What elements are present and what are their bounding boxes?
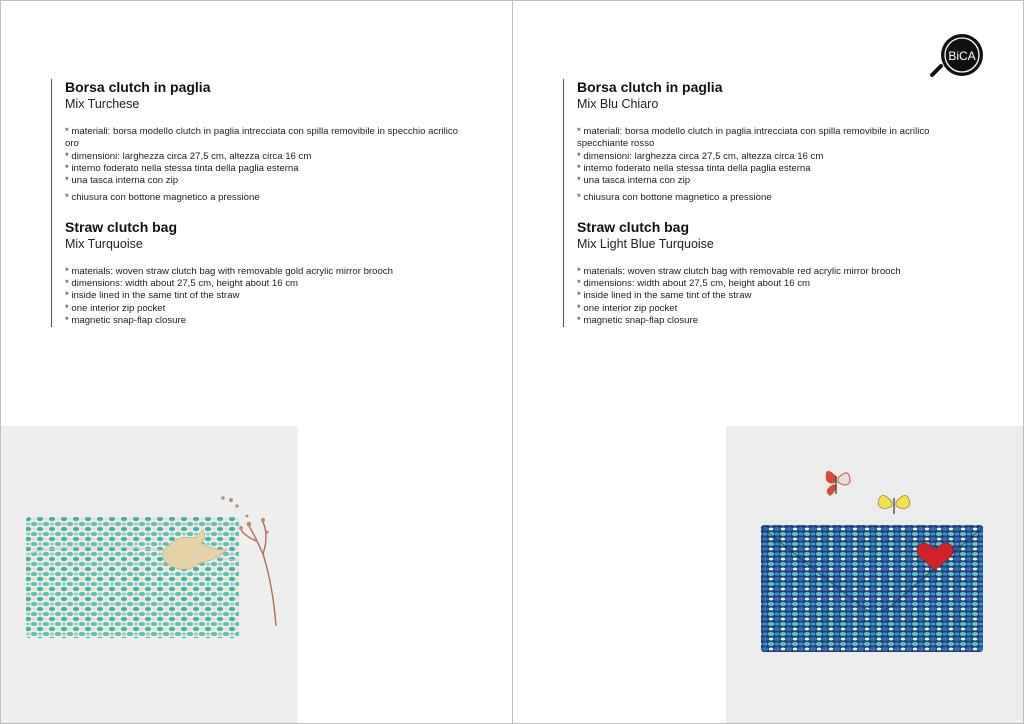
features-list-it: [577, 126, 977, 205]
feature-item: * dimensions: width about 27,5 cm, height about 16 cm: [577, 278, 811, 290]
turquoise-clutch-image: [1, 426, 298, 723]
feature-item: * una tasca interna con zip: [65, 175, 179, 187]
magnifier-handle: [932, 66, 941, 75]
product-title-it: Borsa clutch in paglia: [65, 79, 211, 95]
product-color-en: Mix Turquoise: [65, 236, 143, 251]
feature-item: * materials: woven straw clutch bag with removable gold acrylic mirror brooch: [65, 265, 393, 277]
feature-item: * one interior zip pocket: [577, 302, 678, 314]
feature-item: * interno foderato nella stessa tinta della paglia esterna: [577, 162, 811, 174]
feature-item: * dimensioni: larghezza circa 27,5 cm, altezza circa 16 cm: [65, 150, 312, 162]
features-list-it: [65, 126, 465, 205]
product-title-en: Straw clutch bag: [577, 218, 690, 235]
product-color-it: Mix Blu Chiaro: [577, 97, 659, 111]
feature-item: * materiali: borsa modello clutch in paglia intrecciata con spilla removibile in acrilico specchiante rosso: [577, 126, 930, 150]
feature-item: * inside lined in the same tint of the straw: [577, 290, 752, 302]
features-list-en: [577, 266, 977, 327]
turquoise-clutch-photo: [1, 426, 298, 723]
red-butterfly: [826, 471, 850, 496]
features-list-en: [65, 266, 465, 327]
left-product-description: [51, 79, 465, 327]
feature-item: * materials: woven straw clutch bag with removable red acrylic mirror brooch: [577, 265, 901, 277]
english-section: [65, 219, 465, 327]
feature-item: * dimensioni: larghezza circa 27,5 cm, altezza circa 16 cm: [577, 150, 824, 162]
product-title-en: Straw clutch bag: [65, 218, 178, 235]
english-section: [577, 219, 977, 327]
blue-clutch-photo: [726, 426, 1023, 723]
feature-item: * magnetic snap-flap closure: [577, 314, 699, 326]
feature-item: * materiali: borsa modello clutch in paglia intrecciata con spilla removibile in specchio acrilico oro: [65, 126, 458, 150]
feature-item: * chiusura con bottone magnetico a pressione: [65, 192, 260, 204]
feature-item: * one interior zip pocket: [65, 302, 166, 314]
yellow-butterfly: [878, 495, 910, 514]
feature-item: * una tasca interna con zip: [577, 175, 691, 187]
blue-clutch-image: [726, 426, 1023, 723]
bica-logo: [930, 33, 984, 79]
product-color-it: Mix Turchese: [65, 97, 140, 111]
feature-item: * dimensions: width about 27,5 cm, height about 16 cm: [65, 278, 299, 290]
right-product-description: [563, 79, 977, 327]
dried-flower-sprig: [241, 522, 276, 626]
feature-item: * magnetic snap-flap closure: [65, 314, 187, 326]
turquoise-clutch-bag: [26, 517, 239, 638]
product-title-it: Borsa clutch in paglia: [577, 79, 723, 95]
feature-item: * inside lined in the same tint of the straw: [65, 290, 240, 302]
feature-item: * interno foderato nella stessa tinta della paglia esterna: [65, 162, 299, 174]
feature-item: * chiusura con bottone magnetico a pressione: [577, 192, 772, 204]
logo-text: BiCA: [948, 49, 976, 63]
product-color-en: Mix Light Blue Turquoise: [577, 236, 714, 251]
